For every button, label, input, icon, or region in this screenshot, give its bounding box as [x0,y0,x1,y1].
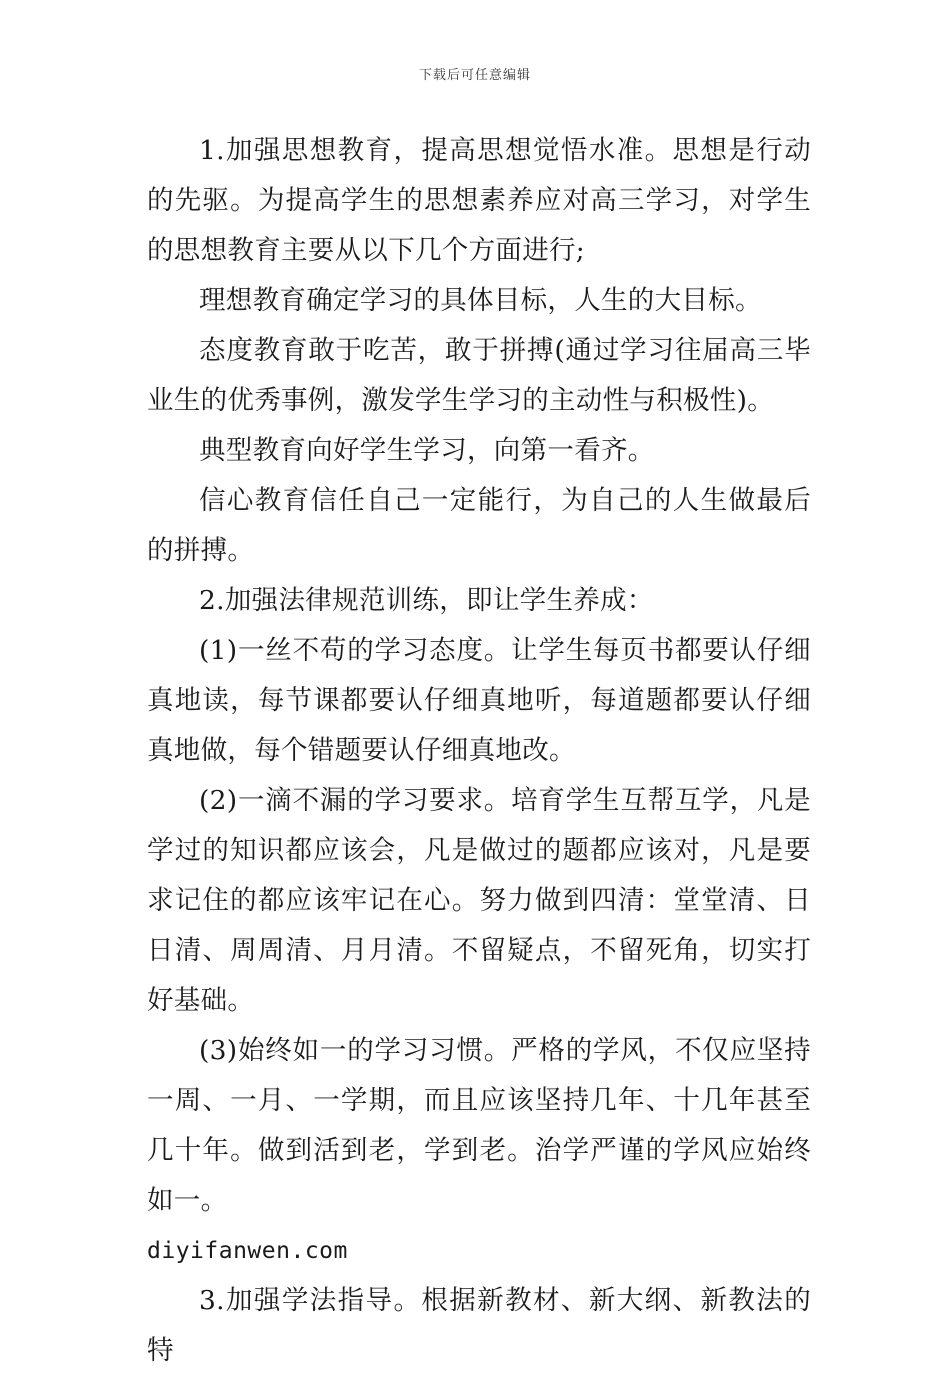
paragraph-study-requirements: (2)一滴不漏的学习要求。培育学生互帮互学，凡是学过的知识都应该会，凡是做过的题都应该对，凡是要求记住的都应该牢记在心。努力做到四清：堂堂清、日日清、周周清、月月清。不留疑点，不留死角，切实打好基础。 [147,785,811,1016]
paragraph-study-method: 3.加强学法指导。根据新教材、新大纲、新教法的特 [147,1285,811,1366]
paragraph-ideal-education: 理想教育确定学习的具体目标，人生的大目标。 [199,285,762,316]
paragraph-confidence-education: 信心教育信任自己一定能行，为自己的人生做最后的拼搏。 [147,485,811,566]
paragraph-ideology-education: 1.加强思想教育，提高思想觉悟水准。思想是行动的先驱。为提高学生的思想素养应对高三学习，对学生的思想教育主要从以下几个方面进行; [147,135,811,266]
paragraph-study-attitude: (1)一丝不苟的学习态度。让学生每页书都要认仔细真地读，每节课都要认仔细真地听，每道题都要认仔细真地做，每个错题要认仔细真地改。 [147,635,811,766]
page-header: 下载后可任意编辑 [418,68,531,83]
paragraph-model-education: 典型教育向好学生学习，向第一看齐。 [199,435,655,466]
document-body [147,126,811,1376]
paragraph-attitude-education: 态度教育敢于吃苦，敢于拼搏(通过学习往届高三毕业生的优秀事例，激发学生学习的主动性与积极性)。 [147,335,811,416]
paragraph-discipline-training: 2.加强法律规范训练，即让学生养成： [199,585,654,616]
paragraph-study-habits: (3)始终如一的学习习惯。严格的学风，不仅应坚持一周、一月、一学期，而且应该坚持几年、十几年甚至几十年。做到活到老，学到老。治学严谨的学风应始终如一。 [147,1035,811,1216]
source-url: diyifanwen.com [147,1238,348,1264]
